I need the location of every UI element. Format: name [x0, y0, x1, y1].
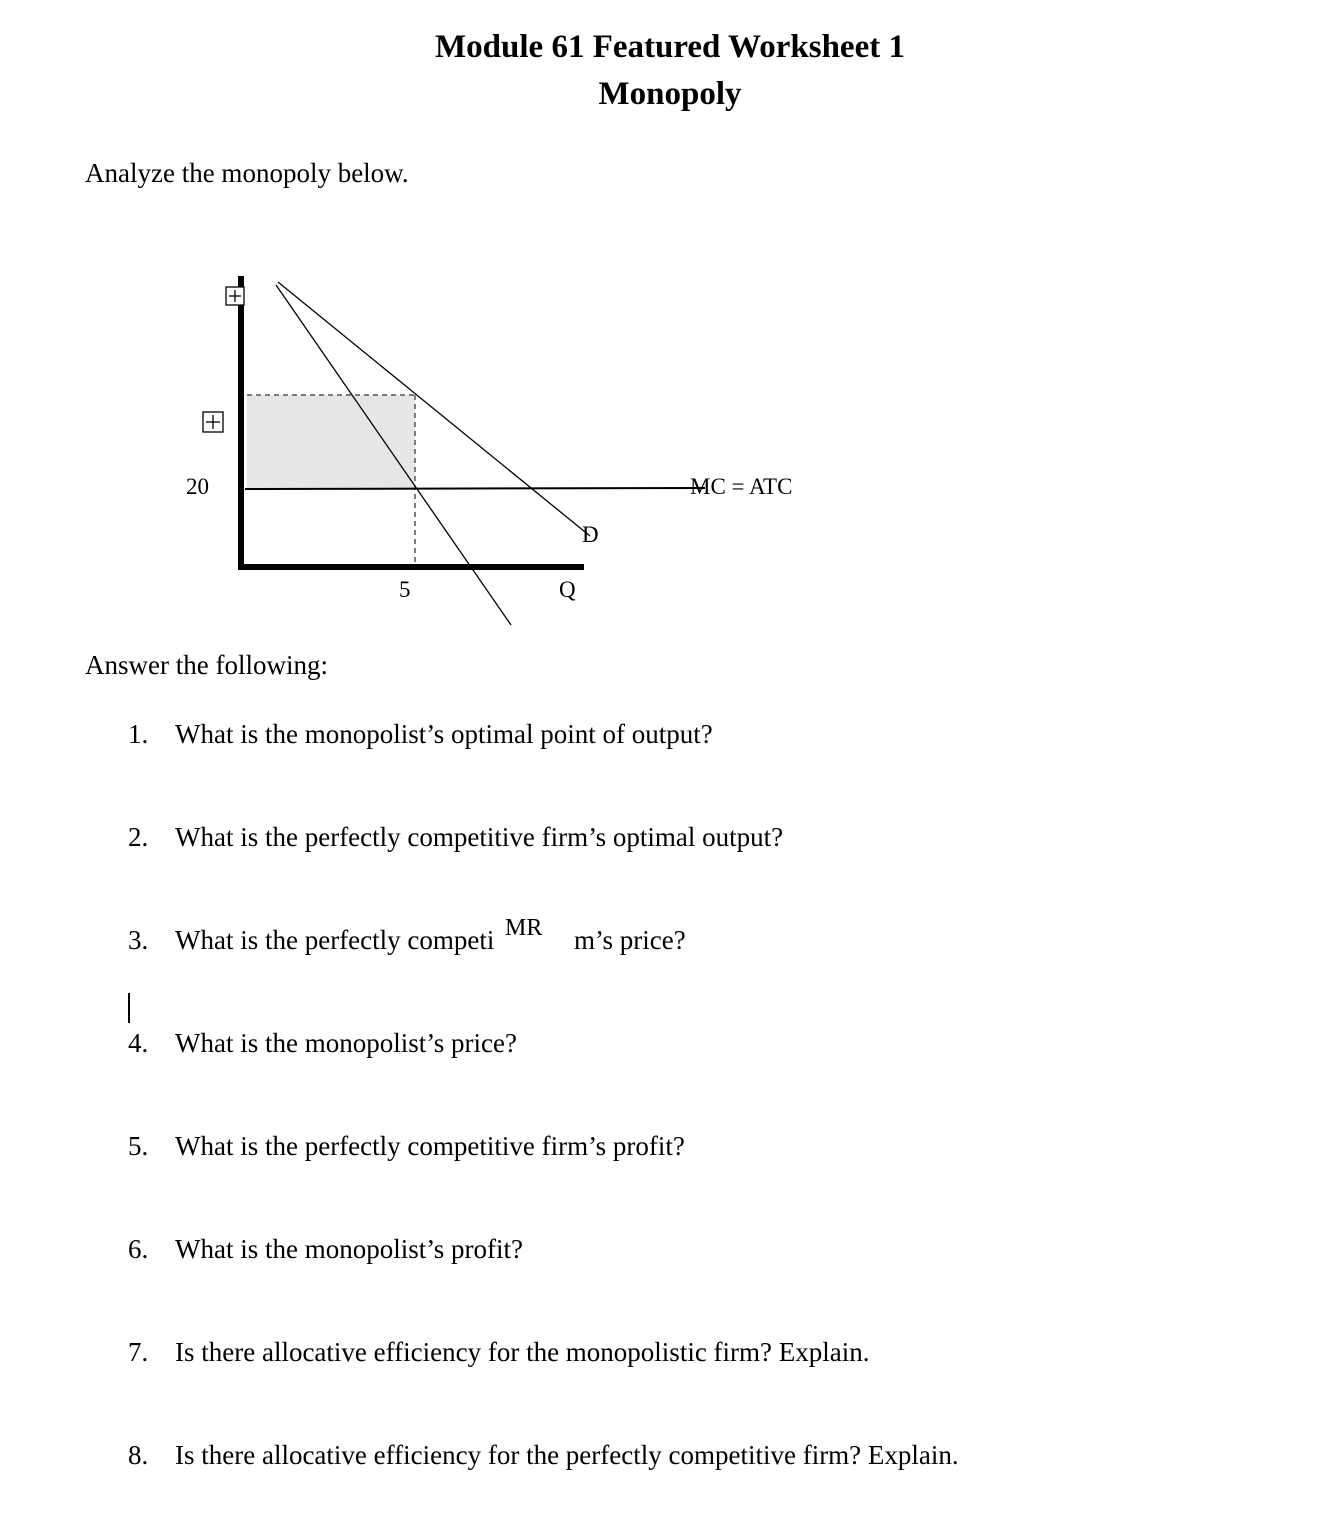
- question-text: What is the perfectly competitive firm’s profit?: [175, 1131, 685, 1161]
- question-number: 4.: [128, 1028, 149, 1058]
- question-text-tail: m’s price?: [574, 925, 686, 955]
- question-text: What is the monopolist’s profit?: [175, 1234, 523, 1264]
- question-item: [128, 1130, 685, 1162]
- question-item: [128, 1233, 523, 1265]
- expand-box-icon: [226, 287, 244, 305]
- question-text: Is there allocative efficiency for the perfectly competitive firm? Explain.: [175, 1440, 959, 1470]
- question-number: 2.: [128, 822, 149, 852]
- question-text: Is there allocative efficiency for the monopolistic firm? Explain.: [175, 1337, 870, 1367]
- question-item: [128, 821, 783, 853]
- text-cursor: [128, 993, 130, 1023]
- question-text: What is the monopolist’s price?: [175, 1028, 517, 1058]
- question-text: What is the perfectly competi: [175, 925, 495, 955]
- worksheet-title: Module 61 Featured Worksheet 1: [435, 29, 905, 65]
- question-item: [128, 1439, 959, 1471]
- question-number: 1.: [128, 719, 149, 749]
- mc-atc-label: MC = ATC: [690, 474, 793, 499]
- y-tick-label: 20: [186, 474, 209, 499]
- question-text: What is the monopolist’s optimal point of output?: [175, 719, 713, 749]
- demand-label: D: [582, 522, 599, 547]
- question-item: [128, 718, 713, 750]
- intro-text: Analyze the monopoly below.: [85, 158, 409, 188]
- question-item: [128, 1336, 870, 1368]
- question-number: 5.: [128, 1131, 149, 1161]
- mc-atc-line: [245, 488, 705, 489]
- expand-box-icon: [203, 412, 223, 432]
- question-number: 7.: [128, 1337, 149, 1367]
- mr-label: MR: [505, 915, 543, 941]
- question-item: [128, 1027, 517, 1059]
- question-text: What is the perfectly competitive firm’s optimal output?: [175, 822, 784, 852]
- question-number: 6.: [128, 1234, 149, 1264]
- worksheet-subtitle: Monopoly: [598, 76, 742, 112]
- x-axis-label: Q: [559, 577, 576, 602]
- x-tick-label: 5: [399, 577, 411, 602]
- question-number: 3.: [128, 925, 149, 955]
- profit-area: [247, 395, 415, 488]
- answer-heading: Answer the following:: [85, 650, 328, 680]
- question-number: 8.: [128, 1440, 149, 1470]
